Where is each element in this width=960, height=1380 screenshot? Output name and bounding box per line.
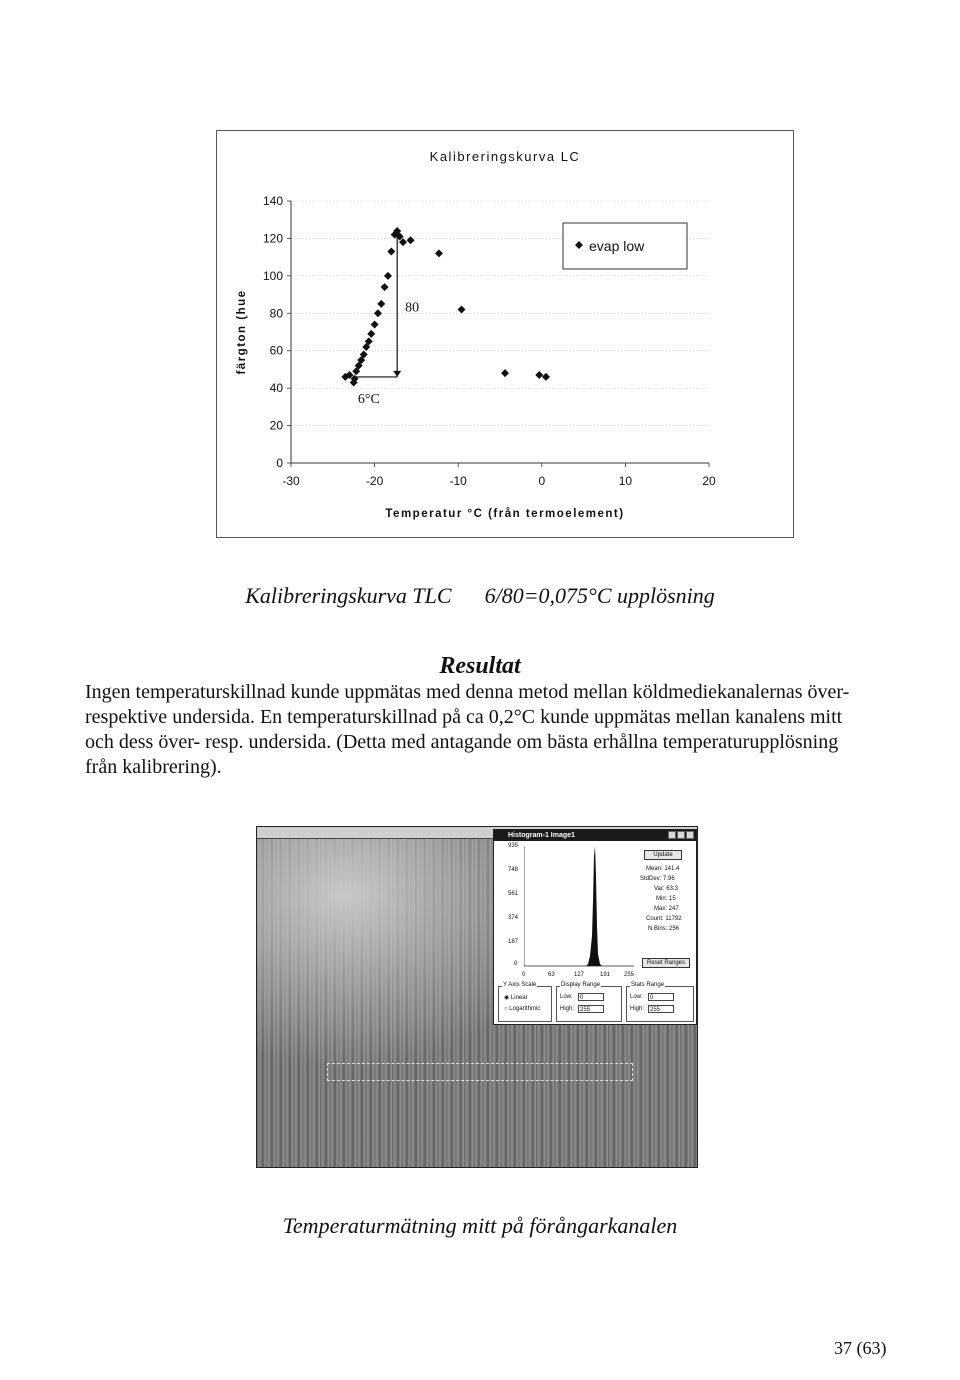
- annotation-arrowhead: [393, 371, 401, 377]
- stats-range-title: Stats Range: [631, 982, 665, 988]
- x-tick-label: 10: [618, 474, 633, 488]
- histo-xtick: 0: [522, 972, 526, 978]
- data-point: [384, 272, 392, 280]
- reset-ranges-button[interactable]: Reset Ranges: [642, 958, 690, 968]
- selection-rectangle: [327, 1063, 633, 1081]
- data-point: [407, 236, 415, 244]
- histo-ytick: 748: [508, 867, 519, 873]
- histogram-peak: [586, 846, 602, 966]
- histo-xtick: 127: [574, 972, 585, 978]
- data-point: [371, 321, 379, 329]
- yaxis-scale-title: Y Axis Scale: [503, 982, 537, 988]
- stats-range-group: [626, 986, 694, 1022]
- histogram-window: [493, 829, 697, 1025]
- paragraph-line-4: från kalibrering).: [85, 756, 222, 778]
- y-tick-label: 120: [262, 231, 283, 246]
- histo-ytick: 374: [508, 915, 519, 921]
- yaxis-scale-group: [498, 986, 552, 1022]
- display-low-input[interactable]: 0: [578, 993, 604, 1001]
- histo-ytick: 561: [508, 891, 519, 897]
- annotation-80: 80: [405, 300, 420, 316]
- log-radio[interactable]: ○ Logarithmic: [504, 1006, 541, 1012]
- section-heading: Resultat: [439, 653, 521, 679]
- y-tick-label: 100: [262, 268, 283, 283]
- x-tick-label: 0: [538, 474, 546, 488]
- stats-high-input[interactable]: 255: [648, 1005, 674, 1013]
- maximize-icon[interactable]: [677, 831, 685, 839]
- figure2-caption: Temperaturmätning mitt på förångarkanalen: [282, 1213, 678, 1238]
- histogram-titlebar: [494, 830, 696, 841]
- display-high-input[interactable]: 255: [578, 1005, 604, 1013]
- chart-svg: [217, 131, 793, 537]
- y-axis-label: färgton (hue: [236, 289, 248, 375]
- histogram-plot: [524, 846, 634, 968]
- data-point: [435, 249, 443, 257]
- histo-ytick: 0: [514, 961, 518, 967]
- linear-label: Linear: [510, 995, 528, 1001]
- y-tick-label: 80: [269, 306, 283, 321]
- data-point: [542, 373, 550, 381]
- stat-mean: Mean: 141.4: [646, 866, 680, 872]
- stat-var: Var: 63.3: [654, 886, 678, 892]
- figure1-caption-title: Kalibreringskurva TLC: [245, 583, 452, 608]
- display-high-label: High:: [560, 1006, 575, 1012]
- linear-radio[interactable]: ◉ Linear: [504, 995, 528, 1001]
- histo-ytick: 187: [508, 939, 519, 945]
- legend-label: evap low: [589, 238, 645, 254]
- paragraph-line-1: Ingen temperaturskillnad kunde uppmätas med denna metod mellan köldmediekanalernas över-: [85, 681, 850, 703]
- data-point: [381, 283, 389, 291]
- annotation-6c: 6°C: [357, 391, 380, 407]
- y-tick-label: 40: [269, 381, 283, 396]
- paragraph-line-3: och dess över- resp. undersida. (Detta med antagande om bästa erhållna temperaturupplösning: [85, 731, 839, 753]
- y-tick-label: 20: [269, 418, 283, 433]
- histo-xtick: 63: [548, 972, 555, 978]
- thermography-screenshot: [256, 826, 698, 1168]
- x-axis-label: Temperatur °C (från termoelement): [385, 508, 625, 520]
- close-icon[interactable]: [686, 831, 694, 839]
- minimize-icon[interactable]: [668, 831, 676, 839]
- data-point: [501, 369, 509, 377]
- x-tick-label: -10: [449, 474, 467, 488]
- x-tick-label: 20: [702, 474, 716, 488]
- stat-max: Max: 247: [654, 906, 679, 912]
- data-point: [535, 371, 543, 379]
- data-point: [387, 248, 395, 256]
- display-low-label: Low:: [560, 994, 573, 1000]
- histo-ytick: 935: [508, 843, 519, 849]
- display-range-title: Display Range: [561, 982, 601, 988]
- update-button[interactable]: Update: [644, 850, 682, 860]
- calibration-chart: [216, 130, 794, 538]
- y-tick-label: 60: [269, 343, 283, 358]
- stats-high-label: High:: [630, 1006, 645, 1012]
- data-point: [374, 309, 382, 317]
- stats-low-label: Low:: [630, 994, 643, 1000]
- display-range-group: [556, 986, 622, 1022]
- figure1-caption-detail: 6/80=0,075°C upplösning: [484, 583, 715, 608]
- y-tick-label: 140: [262, 194, 283, 208]
- stat-count: Count: 11792: [646, 916, 682, 922]
- page-number: 37 (63): [834, 1338, 887, 1358]
- stats-low-input[interactable]: 0: [648, 993, 674, 1001]
- paragraph-line-2: respektive undersida. En temperaturskillnad på ca 0,2°C kunde uppmätas mellan kanalens mitt: [85, 706, 843, 728]
- x-tick-label: -20: [365, 474, 384, 488]
- y-tick-label: 0: [276, 456, 283, 470]
- stat-nbins: N Bins: 256: [648, 926, 680, 932]
- figure1-caption: [0, 583, 960, 609]
- x-tick-label: -30: [282, 474, 300, 488]
- data-point: [367, 330, 375, 338]
- data-point: [377, 300, 385, 308]
- histo-xtick: 255: [624, 972, 635, 978]
- histo-xtick: 191: [600, 972, 611, 978]
- stat-stddev: StdDev: 7.96: [640, 876, 675, 882]
- log-label: Logarithmic: [509, 1006, 541, 1012]
- histogram-title: Histogram-1 Image1: [508, 832, 575, 839]
- stat-min: Min: 15: [656, 896, 676, 902]
- chart-title: Kalibreringskurva LC: [429, 149, 581, 164]
- data-point: [458, 306, 466, 314]
